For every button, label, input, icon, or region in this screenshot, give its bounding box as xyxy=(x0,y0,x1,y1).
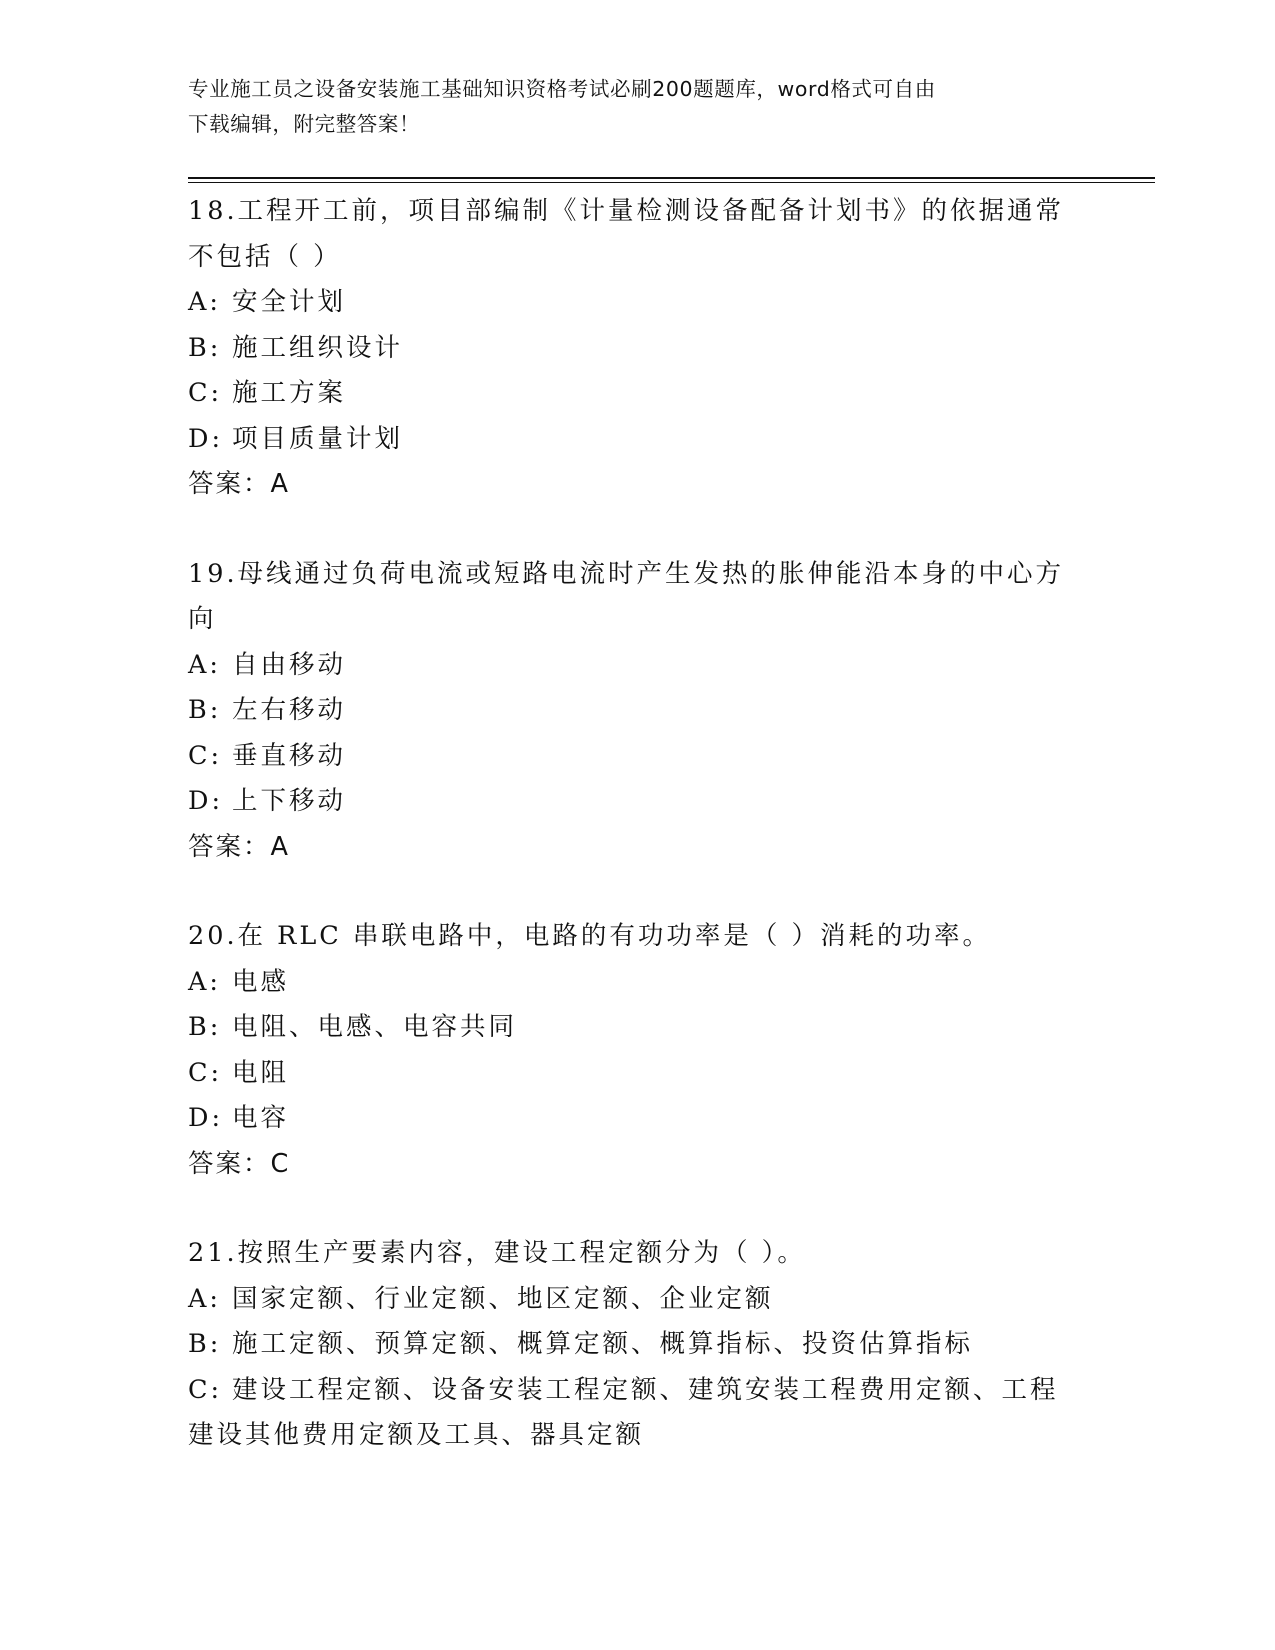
question-stem xyxy=(188,914,1088,960)
answer-label: 答案：A xyxy=(188,469,290,499)
option-d xyxy=(188,779,1088,825)
option-text: 电阻 xyxy=(232,1057,290,1088)
option-c xyxy=(188,371,1088,417)
option-letter: C: xyxy=(188,1057,223,1088)
option-text: 上下移动 xyxy=(232,786,347,816)
option-d xyxy=(188,417,1088,463)
option-text: 电容 xyxy=(232,1103,290,1133)
option-c-continuation: 建设其他费用定额及工具、器具定额 xyxy=(188,1420,645,1450)
option-letter: B: xyxy=(188,332,222,363)
option-b xyxy=(188,688,1088,734)
question-19 xyxy=(188,552,1088,871)
option-letter: C: xyxy=(188,378,223,408)
question-stem-line-1: 19.母线通过负荷电流或短路电流时产生发热的胀伸能沿本身的中心方 xyxy=(188,558,1065,589)
option-a xyxy=(188,1277,1088,1323)
option-text: 垂直移动 xyxy=(232,740,347,771)
document-header xyxy=(188,72,1088,142)
question-18 xyxy=(188,189,1088,508)
question-stem-line-1: 21.按照生产要素内容，建设工程定额分为（ ）。 xyxy=(188,1238,806,1268)
question-stem xyxy=(188,552,1088,643)
option-b xyxy=(188,326,1088,372)
option-letter: D: xyxy=(188,1103,224,1133)
option-a xyxy=(188,643,1088,689)
header-divider-thin xyxy=(188,182,1155,183)
option-a xyxy=(188,960,1088,1006)
option-letter: B: xyxy=(188,695,222,725)
option-letter: D: xyxy=(188,786,224,816)
option-text: 国家定额、行业定额、地区定额、企业定额 xyxy=(232,1283,774,1314)
option-letter: A: xyxy=(188,966,222,997)
question-stem-line-1: 18.工程开工前，项目部编制《计量检测设备配备计划书》的依据通常 xyxy=(188,196,1065,226)
option-a xyxy=(188,280,1088,326)
question-stem xyxy=(188,1231,1088,1277)
question-stem-line-2: 向 xyxy=(188,604,217,634)
question-list xyxy=(188,189,1088,1503)
option-letter: A: xyxy=(188,287,222,317)
header-divider-thick xyxy=(188,177,1155,179)
option-letter: A: xyxy=(188,1283,222,1314)
option-letter: B: xyxy=(188,1329,222,1359)
option-text: 电感 xyxy=(232,966,290,997)
option-letter: A: xyxy=(188,649,222,680)
option-letter: C: xyxy=(188,1374,223,1405)
option-text: 施工方案 xyxy=(232,378,347,408)
question-stem-line-2: 不包括（ ） xyxy=(188,241,342,272)
question-20 xyxy=(188,914,1088,1187)
header-line-2: 下载编辑，附完整答案！ xyxy=(188,112,421,136)
option-c xyxy=(188,1051,1088,1097)
option-text: 电阻、电感、电容共同 xyxy=(232,1012,518,1042)
option-text: 施工组织设计 xyxy=(232,332,404,363)
option-text: 项目质量计划 xyxy=(232,423,404,454)
option-b xyxy=(188,1322,1088,1368)
option-text: 安全计划 xyxy=(232,287,347,317)
option-letter: D: xyxy=(188,423,224,454)
option-b xyxy=(188,1005,1088,1051)
option-text: 施工定额、预算定额、概算定额、概算指标、投资估算指标 xyxy=(232,1329,974,1359)
answer-label: 答案：C xyxy=(188,1148,291,1179)
header-line-1: 专业施工员之设备安装施工基础知识资格考试必刷200题题库，word格式可自由 xyxy=(188,77,936,101)
option-d xyxy=(188,1096,1088,1142)
question-21 xyxy=(188,1231,1088,1459)
option-text: 左右移动 xyxy=(232,695,347,725)
question-stem-line-1: 20.在 RLC 串联电路中，电路的有功功率是（ ）消耗的功率。 xyxy=(188,921,992,951)
option-c xyxy=(188,734,1088,780)
option-text: 建设工程定额、设备安装工程定额、建筑安装工程费用定额、工程 xyxy=(232,1374,1059,1405)
option-letter: B: xyxy=(188,1012,222,1042)
question-stem xyxy=(188,189,1088,280)
option-letter: C: xyxy=(188,740,223,771)
option-c xyxy=(188,1368,1088,1414)
option-text: 自由移动 xyxy=(232,649,347,680)
answer-label: 答案：A xyxy=(188,831,290,862)
